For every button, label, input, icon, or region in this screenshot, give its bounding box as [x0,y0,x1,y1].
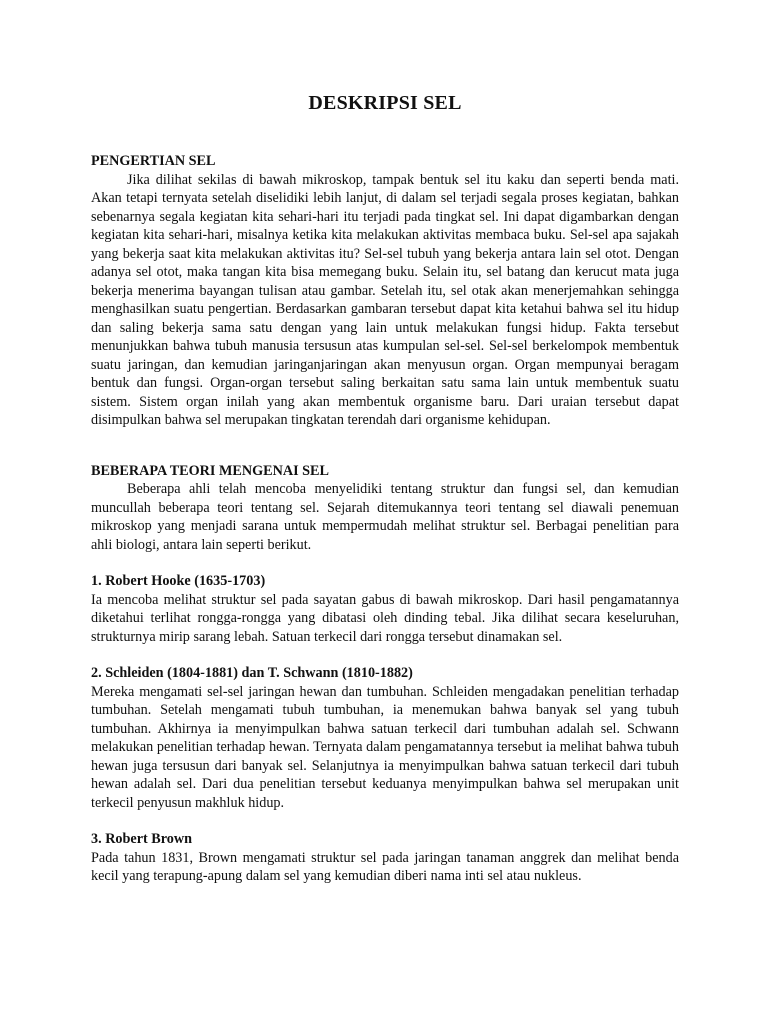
theory-heading: 2. Schleiden (1804-1881) dan T. Schwann (1810-1882) [91,665,413,681]
theory-heading: 3. Robert Brown [91,831,193,847]
theory-paragraph: Ia mencoba melihat struktur sel pada sayatan gabus di bawah mikroskop. Dari hasil pengamatannya diketahui terlihat rongga-rongga yang dibatasi oleh dinding tebal. Jika dilihat secara keseluruhan, strukturnya mirip sarang lebah. Satuan terkecil dari rongga tersebut dinamakan sel. [91,591,679,645]
section-paragraph: Beberapa ahli telah mencoba menyelidiki tentang struktur dan fungsi sel, dan kemudian muncullah beberapa teori tentang sel. Sejarah ditemukannya teori tentang sel diawali penemuan mikroskop yang menjadi sarana untuk mempermudah melihat struktur sel. Berbagai penelitian para ahli biologi, antara lain seperti berikut. [91,481,679,553]
section-paragraph: Jika dilihat sekilas di bawah mikroskop, tampak bentuk sel itu kaku dan seperti benda mati. Akan tetapi ternyata setelah diselidiki lebih lanjut, di dalam sel terjadi segala proses kegiatan, bahkan sebenarnya segala kegiatan kita sehari-hari itu terjadi pada tingkat sel. Ini dapat digambarkan dengan kegiatan kita sehari-hari, misalnya ketika kita melakukan aktivitas membaca buku. Sel-sel apa sajakah yang bekerja saat kita melakukan aktivitas itu? Sel-sel tubuh yang bekerja antara lain sel otot. Dengan adanya sel otot, maka tangan kita bisa memegang buku. Selain itu, sel batang dan kerucut mata juga bekerja menerima bayangan tulisan atau gambar. Setelah itu, sel otak akan menerjemahkan sehingga menghasilkan suatu pengertian. Berdasarkan gambaran tersebut dapat kita ketahui bahwa sel itu hidup dan saling bekerja sama satu dengan yang lain untuk melakukan fungsi hidup. Fakta tersebut menunjukkan bahwa tubuh manusia tersusun atas kumpulan sel-sel. Sel-sel berkelompok membentuk suatu jaringan, dan kemudian jaringanjaringan akan menyusun organ. Organ mempunyai beragam bentuk dan fungsi. Organ-organ tersebut saling berkaitan satu sama lain untuk membentuk suatu sistem. Sistem organ inilah yang akan membentuk organisme baru. Dari uraian tersebut dapat disimpulkan bahwa sel merupakan tingkatan terendah dari organisme kehidupan. [91,171,679,428]
theory-paragraph: Mereka mengamati sel-sel jaringan hewan dan tumbuhan. Schleiden mengadakan penelitian terhadap tumbuhan. Setelah mengamati tubuh tumbuhan, ia menemukan bahwa banyak sel yang tubuh tumbuhan. Akhirnya ia menyimpulkan bahwa satuan terkecil dari tumbuhan adalah sel. Schwann melakukan penelitian terhadap hewan. Ternyata dalam pengamatannya tersebut ia melihat bahwa tubuh hewan juga tersusun dari banyak sel. Selanjutnya ia menyimpulkan bahwa satuan terkecil dari tubuh hewan adalah sel. Dari dua penelitian tersebut keduanya menyimpulkan bahwa sel merupakan unit terkecil penyusun makhluk hidup. [91,683,679,811]
section-spacer [91,430,679,462]
section-heading: BEBERAPA TEORI MENGENAI SEL [91,462,329,479]
theory-robert-hooke [91,572,679,646]
document-page [91,90,679,886]
section-spacer [91,554,679,572]
section-heading: PENGERTIAN SEL [91,153,216,169]
theory-schleiden-schwann [91,664,679,812]
section-spacer [91,812,679,830]
theory-heading: 1. Robert Hooke (1635-1703) [91,573,266,589]
section-pengertian-sel [91,152,679,430]
section-teori-sel [91,462,679,555]
page-title: DESKRIPSI SEL [308,92,462,114]
theory-robert-brown [91,830,679,886]
theory-paragraph: Pada tahun 1831, Brown mengamati struktur sel pada jaringan tanaman anggrek dan melihat benda kecil yang terapung-apung dalam sel yang kemudian diberi nama inti sel atau nukleus. [91,849,679,884]
section-spacer [91,646,679,664]
